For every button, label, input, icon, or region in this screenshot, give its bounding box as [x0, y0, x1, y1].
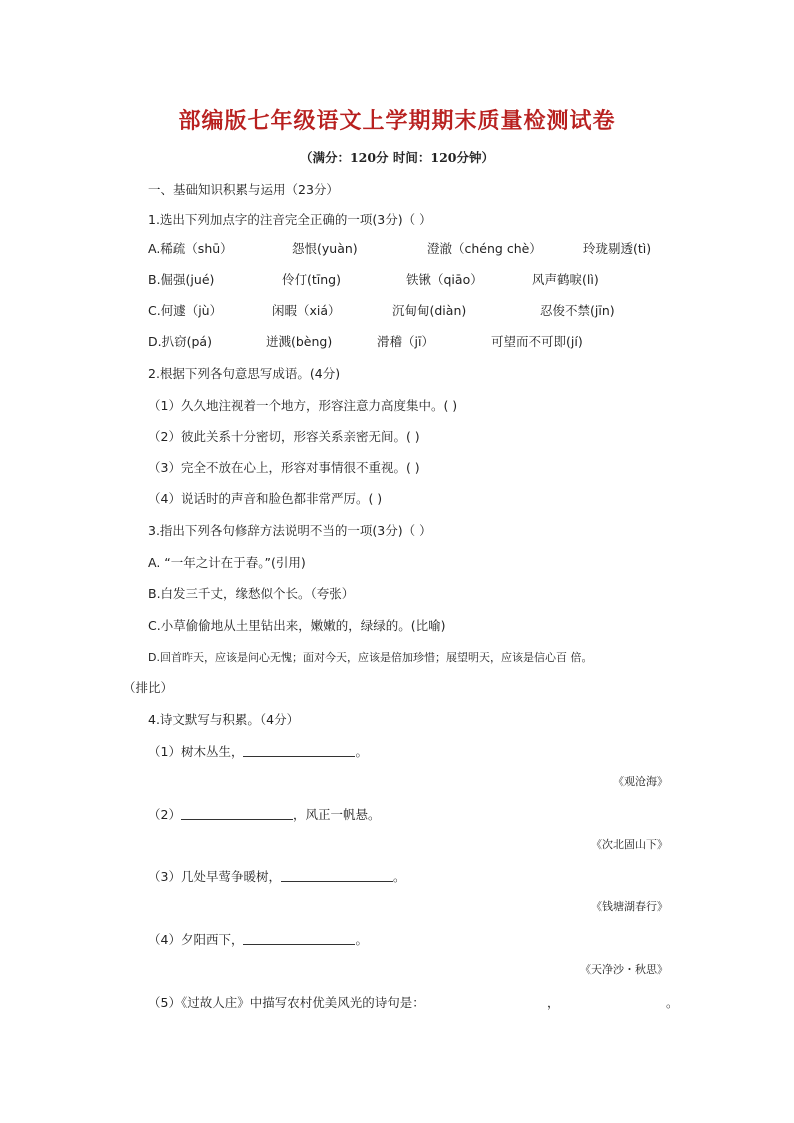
question-2-item-4: （4）说话时的声音和脸色都非常严厉。( )	[148, 491, 383, 506]
option-a-4: 玲珑剔透(tì)	[583, 241, 652, 256]
poem-line-2-end: ，风正一帆悬。	[292, 807, 381, 822]
answer-blank[interactable]	[243, 932, 355, 945]
poem-line-3-text: （3）几处早莺争暖树，	[148, 869, 281, 884]
option-b-2: 伶仃(tīng)	[282, 272, 341, 287]
answer-blank[interactable]	[243, 744, 355, 757]
poem-line-4	[148, 930, 368, 948]
question-2-item-2: （2）彼此关系十分密切，形容关系亲密无间。( )	[148, 429, 420, 444]
option-d-3: 滑稽（jī）	[377, 334, 434, 349]
poem-line-3-end: 。	[392, 869, 406, 884]
poem-source-2: 《次北固山下》	[591, 838, 668, 851]
option-b-4: 风声鹤唳(lì)	[532, 272, 599, 287]
poem-source-3: 《钱塘湖春行》	[591, 900, 668, 913]
poem-line-4-text: （4）夕阳西下，	[148, 932, 244, 947]
option-d-2: 迸溅(bèng)	[266, 334, 333, 349]
option-d-4: 可望而不可即(jí)	[491, 334, 583, 349]
question-3-option-a: A. “一年之计在于春。”(引用)	[148, 555, 306, 570]
question-3-option-c: C.小草偷偷地从土里钻出来，嫩嫩的，绿绿的。(比喻)	[148, 618, 446, 633]
option-b-3: 铁锹（qiāo）	[406, 272, 483, 287]
option-b-1: B.倔强(jué)	[148, 272, 215, 287]
poem-line-2	[148, 805, 380, 823]
poem-source-4: 《天净沙・秋思》	[580, 963, 668, 976]
page-title: 部编版七年级语文上学期期末质量检测试卷	[178, 108, 616, 134]
poem-line-5-comma: ，	[547, 995, 560, 1010]
question-3-option-b: B.白发三千丈，缘愁似个长。（夸张）	[148, 586, 355, 601]
poem-source-1: 《观沧海》	[613, 775, 668, 788]
question-3-option-d-tag: （排比）	[123, 680, 174, 695]
poem-line-2-text: （2）	[148, 807, 181, 822]
poem-line-1-text: （1）树木丛生，	[148, 744, 244, 759]
option-d-1: D.扒窃(pá)	[148, 334, 212, 349]
answer-blank[interactable]	[181, 807, 293, 820]
section-heading: 一、基础知识积累与运用（23分）	[148, 182, 339, 197]
question-2-item-3: （3）完全不放在心上，形容对事情很不重视。( )	[148, 460, 420, 475]
poem-line-5	[148, 993, 425, 1011]
poem-line-5-text: （5）《过故人庄》中描写农村优美风光的诗句是：	[148, 995, 425, 1010]
poem-line-1	[148, 742, 368, 760]
question-3-stem: 3.指出下列各句修辞方法说明不当的一项(3分)（ ）	[148, 523, 432, 538]
poem-line-1-end: 。	[355, 744, 368, 759]
option-c-3: 沉甸甸(diàn)	[392, 303, 467, 318]
poem-line-4-end: 。	[355, 932, 368, 947]
question-1-stem: 1.选出下列加点字的注音完全正确的一项(3分)（ ）	[148, 212, 432, 227]
option-a-1: A.稀疏（shū）	[148, 241, 233, 256]
option-c-2: 闲暇（xiá）	[272, 303, 341, 318]
exam-info: （满分：120分 时间：120分钟）	[299, 150, 495, 165]
option-a-3: 澄澈（chéng chè）	[427, 241, 542, 256]
question-2-item-1: （1）久久地注视着一个地方，形容注意力高度集中。( )	[148, 398, 458, 413]
question-3-option-d: D.回首昨天，应该是问心无愧；面对今天，应该是倍加珍惜；展望明天，应该是信心百 倍。	[148, 651, 593, 664]
question-2-stem: 2.根据下列各句意思写成语。(4分)	[148, 366, 341, 381]
poem-line-3	[148, 867, 405, 885]
poem-line-5-end: 。	[666, 995, 679, 1010]
answer-blank[interactable]	[281, 869, 393, 882]
question-4-stem: 4.诗文默写与积累。（4分）	[148, 712, 300, 727]
option-c-4: 忍俊不禁(jīn)	[540, 303, 615, 318]
option-c-1: C.何遽（jù）	[148, 303, 223, 318]
option-a-2: 怨恨(yuàn)	[292, 241, 358, 256]
